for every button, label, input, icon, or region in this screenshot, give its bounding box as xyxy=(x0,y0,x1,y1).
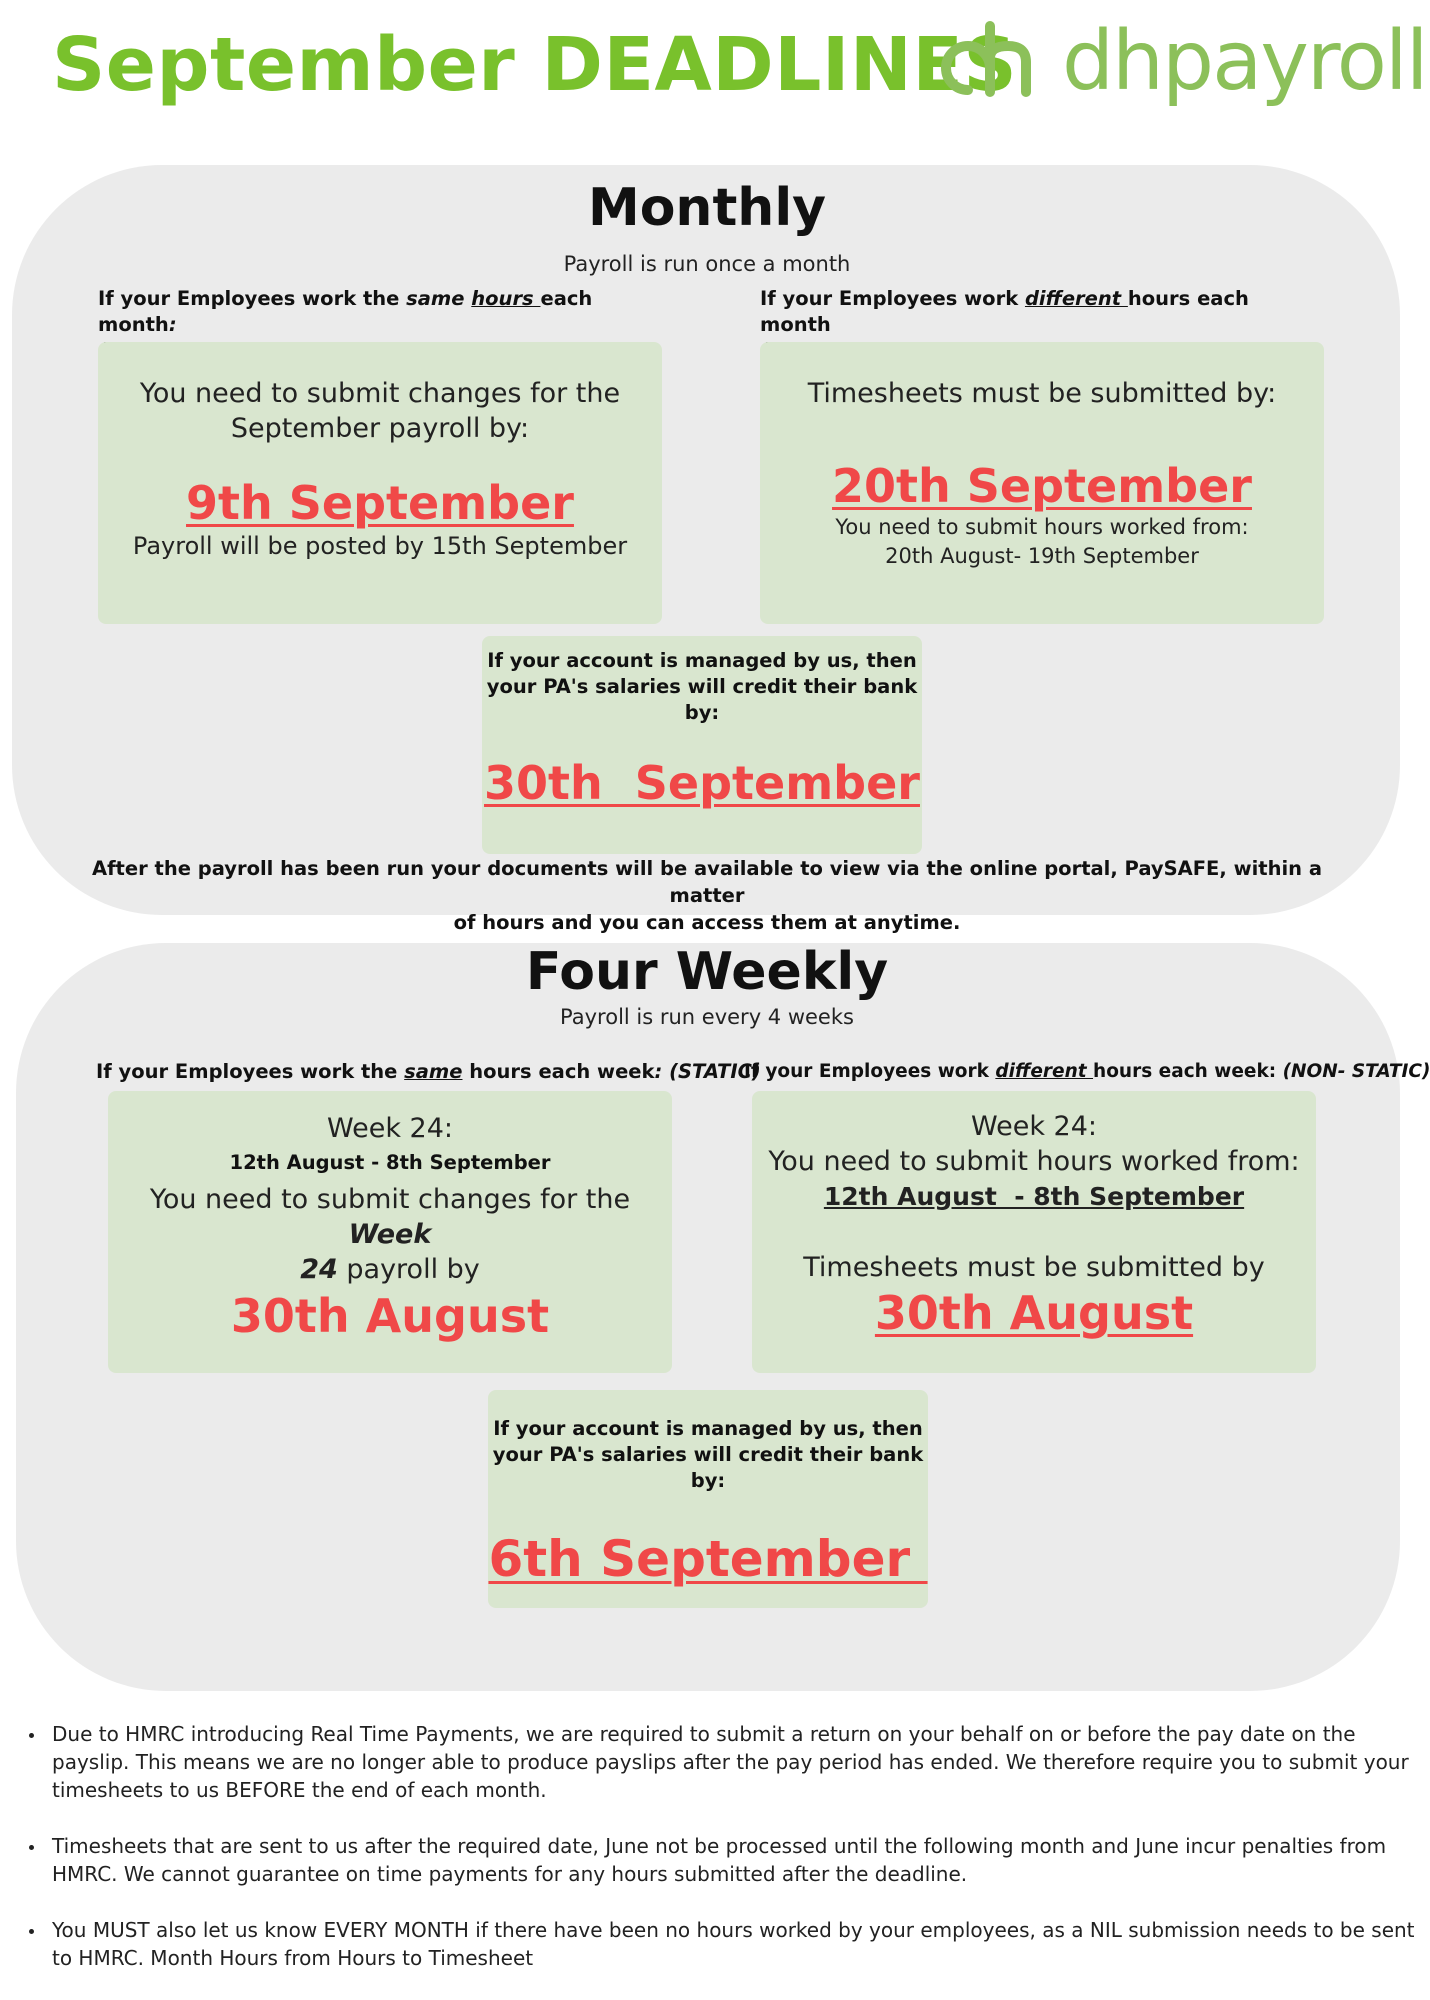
weekly-static-box xyxy=(108,1091,672,1373)
monthly-managed-line2: your PA's salaries will credit their bank by: xyxy=(486,675,918,724)
monthly-static-line1: You need to submit changes for the xyxy=(139,378,621,409)
weekly-static-header: If your Employees work the same hours each week: (STATIC) xyxy=(96,1060,761,1083)
monthly-managed-deadline: 30th September xyxy=(484,756,920,810)
weekly-nonstatic-line2: Timesheets must be submitted by xyxy=(803,1252,1265,1283)
monthly-nonstatic-box xyxy=(760,342,1324,624)
monthly-nonstatic-deadline: 20th September xyxy=(832,459,1252,513)
monthly-static-deadline: 9th September xyxy=(186,476,574,530)
notes-list xyxy=(20,1720,1416,2000)
monthly-after-note-line1: After the payroll has been run your documents will be available to view via the online portal, PaySAFE, within a matter xyxy=(91,857,1322,907)
monthly-managed-box xyxy=(482,636,922,854)
dh-logo-icon xyxy=(944,20,1044,102)
weekly-static-range: 12th August - 8th September xyxy=(229,1151,551,1174)
monthly-after-note-line2: of hours and you can access them at anytime. xyxy=(453,911,961,934)
weekly-nonstatic-line1: You need to submit hours worked from: xyxy=(768,1146,1300,1177)
weekly-static-instruction: You need to submit changes for the Week 24 payroll by xyxy=(149,1184,631,1285)
weekly-nonstatic-deadline: 30th August xyxy=(874,1286,1194,1340)
monthly-title: Monthly xyxy=(587,178,827,238)
page-title: September DEADLINES xyxy=(52,22,1018,108)
monthly-static-box xyxy=(98,342,662,624)
monthly-nonstatic-line1: Timesheets must be submitted by: xyxy=(807,378,1277,409)
monthly-nonstatic-note2: 20th August- 19th September xyxy=(885,544,1199,568)
monthly-nonstatic-header: If your Employees work different hours each month xyxy=(760,287,1249,336)
monthly-managed-line1: If your account is managed by us, then xyxy=(487,649,917,672)
weekly-managed-line1: If your account is managed by us, then xyxy=(493,1417,923,1440)
weekly-managed-box xyxy=(488,1390,928,1608)
monthly-subtitle: Payroll is run once a month xyxy=(563,252,851,276)
monthly-nonstatic-note1: You need to submit hours worked from: xyxy=(835,515,1249,539)
logo-text: dhpayroll xyxy=(1062,14,1427,109)
weekly-nonstatic-header: If your Employees work different hours each week: (NON- STATIC) xyxy=(744,1061,1430,1082)
monthly-static-header: If your Employees work the same hours each month: xyxy=(98,287,593,336)
four-weekly-subtitle: Payroll is run every 4 weeks xyxy=(560,1005,854,1029)
weekly-static-deadline: 30th August xyxy=(230,1289,550,1343)
list-item: • You MUST also let us know EVERY MONTH if there have been no hours worked by your employees, as a NIL submission needs to be sent to HMRC. Month Hours from Hours to Timesheet xyxy=(46,1916,1416,1972)
weekly-managed-deadline: 6th September xyxy=(488,1530,928,1588)
monthly-static-line2: September payroll by: xyxy=(230,413,530,444)
list-item: • Due to HMRC introducing Real Time Payments, we are required to submit a return on your behalf on or before the pay date on the payslip. This means we are no longer able to produce payslips after the pay period has ended. We therefore require you to submit your timesheets to us BEFORE the end of each month. xyxy=(46,1720,1416,1804)
list-item: • Timesheets that are sent to us after the required date, June not be processed until the following month and June incur penalties from HMRC. We cannot guarantee on time payments for any hours submitted after the deadline. xyxy=(46,1832,1416,1888)
weekly-nonstatic-range: 12th August - 8th September xyxy=(823,1182,1245,1211)
monthly-after-note xyxy=(60,855,1354,936)
weekly-nonstatic-box xyxy=(752,1091,1316,1373)
four-weekly-title: Four Weekly xyxy=(525,942,889,1002)
weekly-managed-line2: your PA's salaries will credit their bank by: xyxy=(492,1443,924,1492)
monthly-static-note: Payroll will be posted by 15th September xyxy=(132,532,628,560)
weekly-static-week: Week 24: xyxy=(326,1113,453,1144)
weekly-nonstatic-week: Week 24: xyxy=(970,1111,1097,1142)
